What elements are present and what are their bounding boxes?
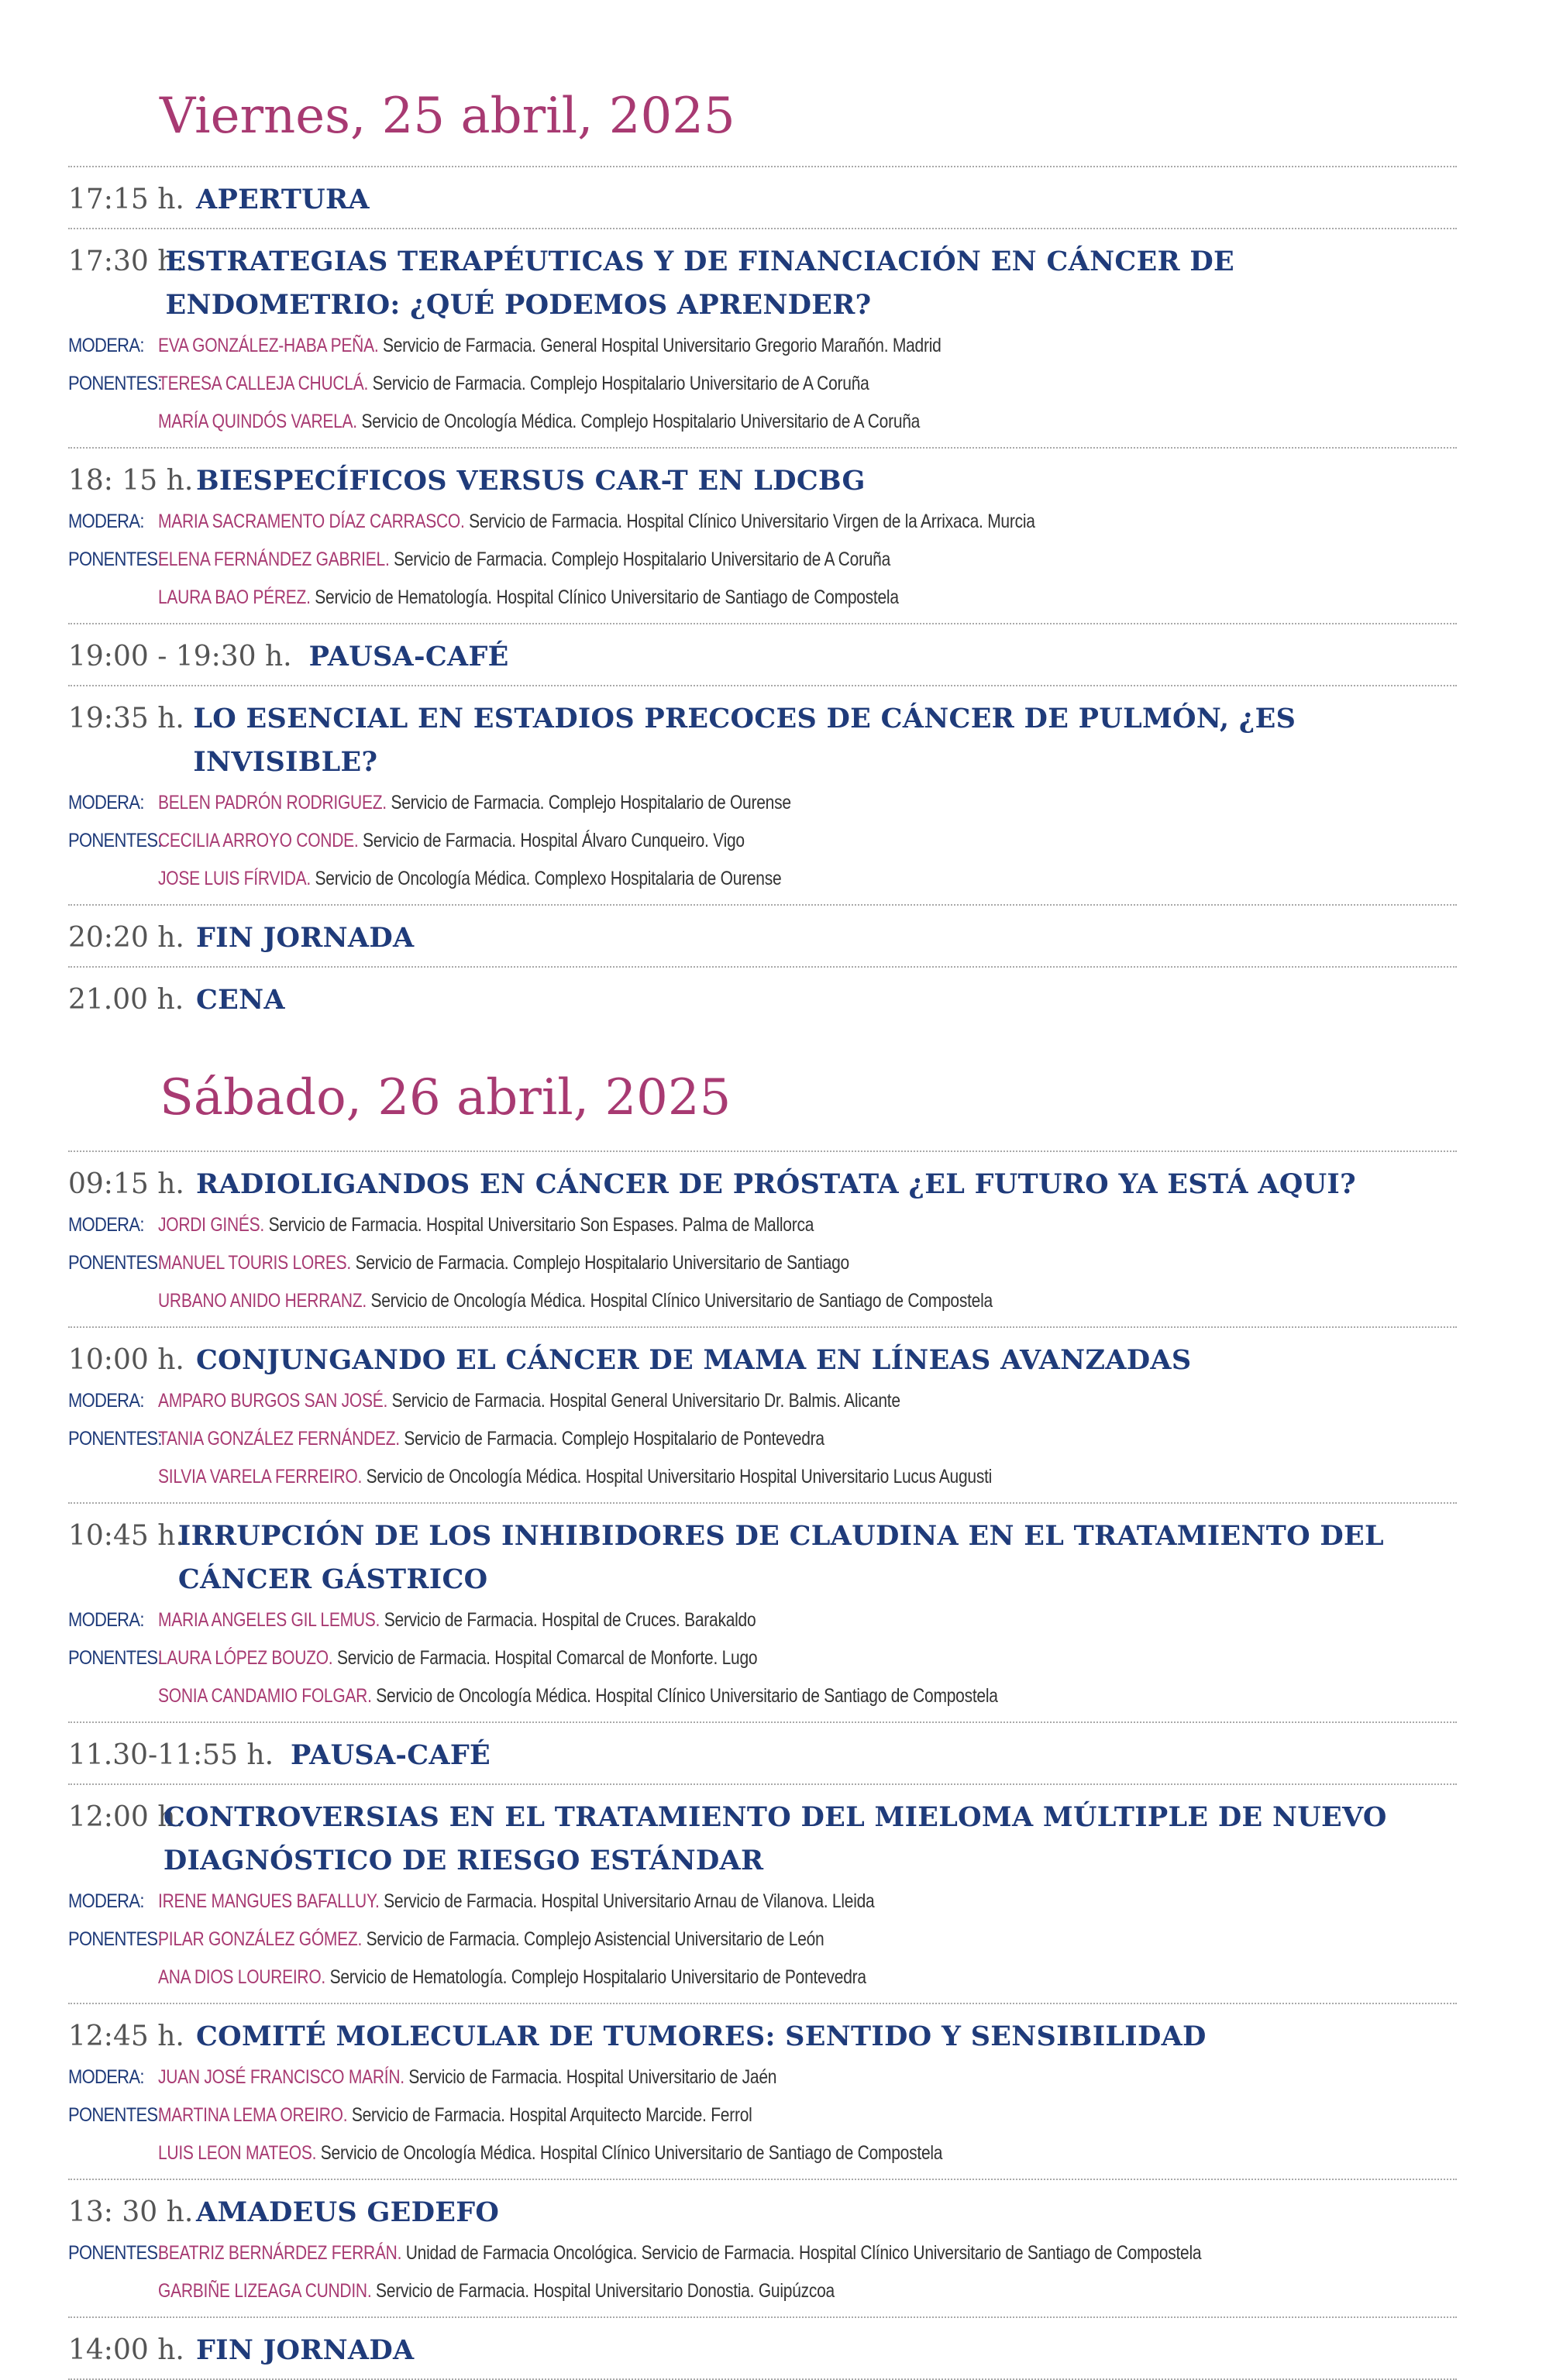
session-title: ESTRATEGIAS TERAPÉUTICAS Y DE FINANCIACIÓN EN CÁNCER DE ENDOMETRIO: ¿QUÉ PODEMOS APRENDER?	[165, 246, 1235, 321]
participant-role: MODERA:	[68, 1214, 144, 1236]
participant-affiliation: Servicio de Farmacia. Hospital Álvaro Cunqueiro. Vigo	[358, 830, 745, 851]
session-header	[68, 1796, 1457, 1883]
participant-affiliation: Servicio de Farmacia. Complejo Hospitalario de Ourense	[386, 792, 791, 813]
session-header	[68, 240, 1457, 327]
participant-affiliation: Servicio de Farmacia. Complejo Asistencial Universitario de León	[362, 1928, 824, 1950]
participant-role: MODERA:	[68, 335, 144, 356]
program-entry	[68, 228, 1457, 447]
participant-name: MANUEL TOURIS LORES.	[158, 1252, 351, 1274]
session-time: 13: 30 h.	[68, 2196, 194, 2228]
participant-details	[158, 403, 920, 441]
participant-row	[68, 2234, 1457, 2272]
program-entry	[68, 904, 1457, 966]
participant-details	[158, 822, 745, 860]
program-entry	[68, 2316, 1457, 2380]
participant-row	[68, 579, 1457, 617]
participant-role	[68, 860, 147, 898]
participant-name: IRENE MANGUES BAFALLUY.	[158, 1890, 380, 1912]
session-title: CENA	[196, 984, 285, 1016]
session-header	[68, 2191, 1457, 2234]
participant-affiliation: Servicio de Farmacia. Complejo Hospitalario de Pontevedra	[399, 1428, 824, 1450]
participant-role	[68, 1677, 147, 1715]
participant-name: ELENA FERNÁNDEZ GABRIEL.	[158, 549, 390, 570]
participant-name: MARIA SACRAMENTO DÍAZ CARRASCO.	[158, 511, 465, 532]
program-entry	[68, 2179, 1457, 2316]
participant-details	[158, 860, 781, 898]
participant-role	[68, 1282, 147, 1320]
session-title: CONTROVERSIAS EN EL TRATAMIENTO DEL MIELOMA MÚLTIPLE DE NUEVO DIAGNÓSTICO DE RIESGO ESTÁNDAR	[163, 1801, 1387, 1876]
session-time: 20:20 h.	[68, 922, 184, 954]
participant-name: EVA GONZÁLEZ-HABA PEÑA.	[158, 335, 379, 356]
session-title: PAUSA-CAFÉ	[308, 641, 509, 672]
participant-details	[158, 2272, 835, 2310]
participant-details	[158, 1959, 866, 1997]
program-entry	[68, 166, 1457, 228]
session-title: CONJUNGANDO EL CÁNCER DE MAMA EN LÍNEAS AVANZADAS	[196, 1344, 1192, 1376]
participant-name: MARIA ANGELES GIL LEMUS.	[158, 1609, 380, 1631]
participant-role: PONENTES:	[68, 1928, 162, 1950]
session-header	[68, 917, 1457, 960]
session-title: IRRUPCIÓN DE LOS INHIBIDORES DE CLAUDINA EN EL TRATAMIENTO DEL CÁNCER GÁSTRICO	[177, 1520, 1384, 1595]
participant-name: TERESA CALLEJA CHUCLÁ.	[158, 373, 369, 394]
participant-row	[68, 1959, 1457, 1997]
session-title: COMITÉ MOLECULAR DE TUMORES: SENTIDO Y SENSIBILIDAD	[196, 2021, 1207, 2052]
session-title: FIN JORNADA	[196, 2334, 415, 2366]
participant-row	[68, 541, 1457, 579]
session-header	[68, 178, 1457, 222]
participant-name: URBANO ANIDO HERRANZ.	[158, 1290, 367, 1312]
participant-details	[158, 2134, 942, 2172]
session-time: 10:45 h.	[68, 1520, 184, 1552]
participant-row	[68, 1601, 1457, 1639]
session-title: PAUSA-CAFÉ	[291, 1739, 491, 1771]
participant-details	[158, 1921, 824, 1959]
participant-row	[68, 2272, 1457, 2310]
participant-role: MODERA:	[68, 1890, 144, 1912]
participant-affiliation: Servicio de Oncología Médica. Hospital Clínico Universitario de Santiago de Compostela	[366, 1290, 993, 1312]
participant-name: TANIA GONZÁLEZ FERNÁNDEZ.	[158, 1428, 400, 1450]
session-title: AMADEUS GEDEFO	[196, 2196, 500, 2228]
participant-name: JORDI GINÉS.	[158, 1214, 264, 1236]
participant-row	[68, 2134, 1457, 2172]
participant-row	[68, 784, 1457, 822]
participant-role	[68, 579, 147, 617]
participant-details	[158, 541, 890, 579]
session-title: APERTURA	[196, 184, 370, 215]
participant-name: JUAN JOSÉ FRANCISCO MARÍN.	[158, 2066, 404, 2088]
participant-details	[158, 1639, 757, 1677]
participant-name: AMPARO BURGOS SAN JOSÉ.	[158, 1390, 388, 1412]
participant-role: MODERA:	[68, 1390, 144, 1412]
participant-affiliation: Servicio de Hematología. Complejo Hospitalario Universitario de Pontevedra	[325, 1966, 866, 1988]
participant-details	[158, 1282, 993, 1320]
participant-details	[158, 2096, 752, 2134]
participant-details	[158, 1458, 992, 1496]
session-time: 09:15 h.	[68, 1168, 184, 1200]
session-header	[68, 459, 1457, 503]
participant-row	[68, 1458, 1457, 1496]
participant-details	[158, 1677, 998, 1715]
participant-name: GARBIÑE LIZEAGA CUNDIN.	[158, 2280, 372, 2302]
participant-row	[68, 1639, 1457, 1677]
session-header	[68, 1734, 1457, 1777]
participant-details	[158, 1206, 814, 1244]
participant-row	[68, 1382, 1457, 1420]
participant-affiliation: Unidad de Farmacia Oncológica. Servicio de Farmacia. Hospital Clínico Universitario de Santiago de Compostela	[401, 2242, 1202, 2264]
participant-details	[158, 503, 1035, 541]
program-entry	[68, 623, 1457, 685]
participant-role	[68, 2134, 147, 2172]
participant-row	[68, 1206, 1457, 1244]
participant-role: PONENTES:	[68, 2104, 162, 2126]
session-header	[68, 1163, 1457, 1206]
participant-name: LAURA BAO PÉREZ.	[158, 586, 311, 608]
participant-role: PONENTES:	[68, 373, 162, 394]
session-header	[68, 697, 1457, 784]
program-entry	[68, 2003, 1457, 2179]
session-time: 14:00 h.	[68, 2334, 184, 2366]
participant-affiliation: Servicio de Farmacia. Hospital de Cruces. Barakaldo	[380, 1609, 756, 1631]
participant-affiliation: Servicio de Farmacia. Hospital Clínico Universitario Virgen de la Arrixaca. Murcia	[464, 511, 1035, 532]
participant-affiliation: Servicio de Farmacia. Complejo Hospitalario Universitario de A Coruña	[389, 549, 891, 570]
participant-row	[68, 822, 1457, 860]
participant-affiliation: Servicio de Farmacia. Hospital Universitario Son Espases. Palma de Mallorca	[263, 1214, 814, 1236]
participant-name: BELEN PADRÓN RODRIGUEZ.	[158, 792, 387, 813]
session-title: BIESPECÍFICOS VERSUS CAR-T EN LDCBG	[196, 465, 866, 497]
participant-row	[68, 860, 1457, 898]
participant-row	[68, 1244, 1457, 1282]
participant-role	[68, 1959, 147, 1997]
program-entry	[68, 447, 1457, 623]
participant-affiliation: Servicio de Oncología Médica. Hospital Universitario Hospital Universitario Lucus Augusti	[362, 1466, 993, 1488]
participant-details	[158, 784, 791, 822]
participant-name: SONIA CANDAMIO FOLGAR.	[158, 1685, 372, 1707]
participant-role: PONENTES:	[68, 1647, 162, 1669]
participant-name: CECILIA ARROYO CONDE.	[158, 830, 359, 851]
program-entry	[68, 1783, 1457, 2003]
participant-affiliation: Servicio de Farmacia. Hospital Universitario Arnau de Vilanova. Lleida	[379, 1890, 875, 1912]
participant-affiliation: Servicio de Farmacia. Hospital Universitario Donostia. Guipúzcoa	[371, 2280, 835, 2302]
participant-role	[68, 1458, 147, 1496]
participant-role	[68, 403, 147, 441]
program-entry	[68, 1150, 1457, 1326]
session-time: 17:15 h.	[68, 184, 184, 215]
participant-role: PONENTES:	[68, 1252, 162, 1274]
session-header	[68, 1515, 1457, 1601]
session-time: 10:00 h.	[68, 1344, 184, 1376]
participant-name: ANA DIOS LOUREIRO.	[158, 1966, 326, 1988]
participant-name: LUIS LEON MATEOS.	[158, 2142, 317, 2164]
participant-affiliation: Servicio de Farmacia. General Hospital Universitario Gregorio Marañón. Madrid	[378, 335, 942, 356]
participant-name: PILAR GONZÁLEZ GÓMEZ.	[158, 1928, 363, 1950]
participant-row	[68, 503, 1457, 541]
participant-affiliation: Servicio de Oncología Médica. Complejo Hospitalario Universitario de A Coruña	[356, 411, 921, 432]
participant-row	[68, 1883, 1457, 1921]
program-entry	[68, 1721, 1457, 1783]
session-header	[68, 1339, 1457, 1382]
participant-name: MARÍA QUINDÓS VARELA.	[158, 411, 357, 432]
session-time: 19:35 h.	[68, 703, 184, 734]
participant-details	[158, 1601, 756, 1639]
program-page	[68, 0, 1457, 2380]
session-header	[68, 2015, 1457, 2058]
participant-affiliation: Servicio de Farmacia. Hospital Comarcal de Monforte. Lugo	[332, 1647, 758, 1669]
participant-role: MODERA:	[68, 1609, 144, 1631]
participant-name: BEATRIZ BERNÁRDEZ FERRÁN.	[158, 2242, 402, 2264]
program-entry	[68, 966, 1457, 1028]
participant-row	[68, 2096, 1457, 2134]
participant-details	[158, 2234, 1201, 2272]
participant-row	[68, 365, 1457, 403]
participant-affiliation: Servicio de Oncología Médica. Hospital Clínico Universitario de Santiago de Compostela	[316, 2142, 943, 2164]
participant-name: MARTINA LEMA OREIRO.	[158, 2104, 348, 2126]
session-header	[68, 978, 1457, 1022]
session-title: RADIOLIGANDOS EN CÁNCER DE PRÓSTATA ¿EL FUTURO YA ESTÁ AQUI?	[196, 1168, 1356, 1200]
participant-role: PONENTES:	[68, 1428, 162, 1450]
day-title: Viernes, 25 abril, 2025	[160, 88, 735, 145]
participant-role	[68, 2272, 147, 2310]
participant-details	[158, 365, 869, 403]
participant-name: LAURA LÓPEZ BOUZO.	[158, 1647, 333, 1669]
session-title: FIN JORNADA	[196, 922, 415, 954]
participant-details	[158, 327, 942, 365]
session-time: 18: 15 h.	[68, 465, 194, 497]
participant-row	[68, 1420, 1457, 1458]
participant-row	[68, 1921, 1457, 1959]
session-time: 11.30-11:55 h.	[68, 1739, 274, 1771]
participant-details	[158, 1883, 874, 1921]
session-time: 12:45 h.	[68, 2021, 184, 2052]
session-time: 12:00 h.	[68, 1801, 184, 1833]
participant-role: PONENTES:	[68, 2242, 162, 2264]
participant-role: MODERA:	[68, 2066, 144, 2088]
participant-affiliation: Servicio de Farmacia. Hospital General Universitario Dr. Balmis. Alicante	[387, 1390, 900, 1412]
participant-affiliation: Servicio de Oncología Médica. Hospital Clínico Universitario de Santiago de Compostela	[371, 1685, 998, 1707]
session-time: 19:00 - 19:30 h.	[68, 641, 292, 672]
participant-affiliation: Servicio de Farmacia. Hospital Arquitecto Marcide. Ferrol	[347, 2104, 752, 2126]
session-time: 17:30 h.	[68, 246, 184, 277]
program-entry	[68, 1502, 1457, 1721]
participant-name: JOSE LUIS FÍRVIDA.	[158, 868, 311, 889]
program-entry	[68, 685, 1457, 904]
participant-affiliation: Servicio de Farmacia. Complejo Hospitalario Universitario de A Coruña	[368, 373, 869, 394]
participant-role: MODERA:	[68, 511, 144, 532]
participant-affiliation: Servicio de Hematología. Hospital Clínico Universitario de Santiago de Compostela	[310, 586, 899, 608]
session-time: 21.00 h.	[68, 984, 184, 1016]
session-header	[68, 2329, 1457, 2372]
participant-row	[68, 1282, 1457, 1320]
day-section	[68, 1150, 1457, 2380]
day-title: Sábado, 26 abril, 2025	[160, 1069, 732, 1126]
participant-role: PONENTES:	[68, 549, 162, 570]
participant-name: SILVIA VARELA FERREIRO.	[158, 1466, 363, 1488]
program-entry	[68, 1326, 1457, 1502]
session-header	[68, 635, 1457, 679]
participant-affiliation: Servicio de Oncología Médica. Complexo Hospitalaria de Ourense	[310, 868, 782, 889]
participant-affiliation: Servicio de Farmacia. Hospital Universitario de Jaén	[404, 2066, 777, 2088]
participant-row	[68, 327, 1457, 365]
participant-details	[158, 2058, 776, 2096]
participant-row	[68, 1677, 1457, 1715]
participant-affiliation: Servicio de Farmacia. Complejo Hospitalario Universitario de Santiago	[350, 1252, 849, 1274]
participant-details	[158, 1382, 900, 1420]
day-section	[68, 166, 1457, 1028]
session-title: LO ESENCIAL EN ESTADIOS PRECOCES DE CÁNCER DE PULMÓN, ¿ES INVISIBLE?	[193, 703, 1296, 778]
participant-details	[158, 1420, 824, 1458]
participant-row	[68, 403, 1457, 441]
participant-details	[158, 1244, 849, 1282]
participant-role: PONENTES:	[68, 830, 162, 851]
participant-details	[158, 579, 899, 617]
participant-role: MODERA:	[68, 792, 144, 813]
participant-row	[68, 2058, 1457, 2096]
